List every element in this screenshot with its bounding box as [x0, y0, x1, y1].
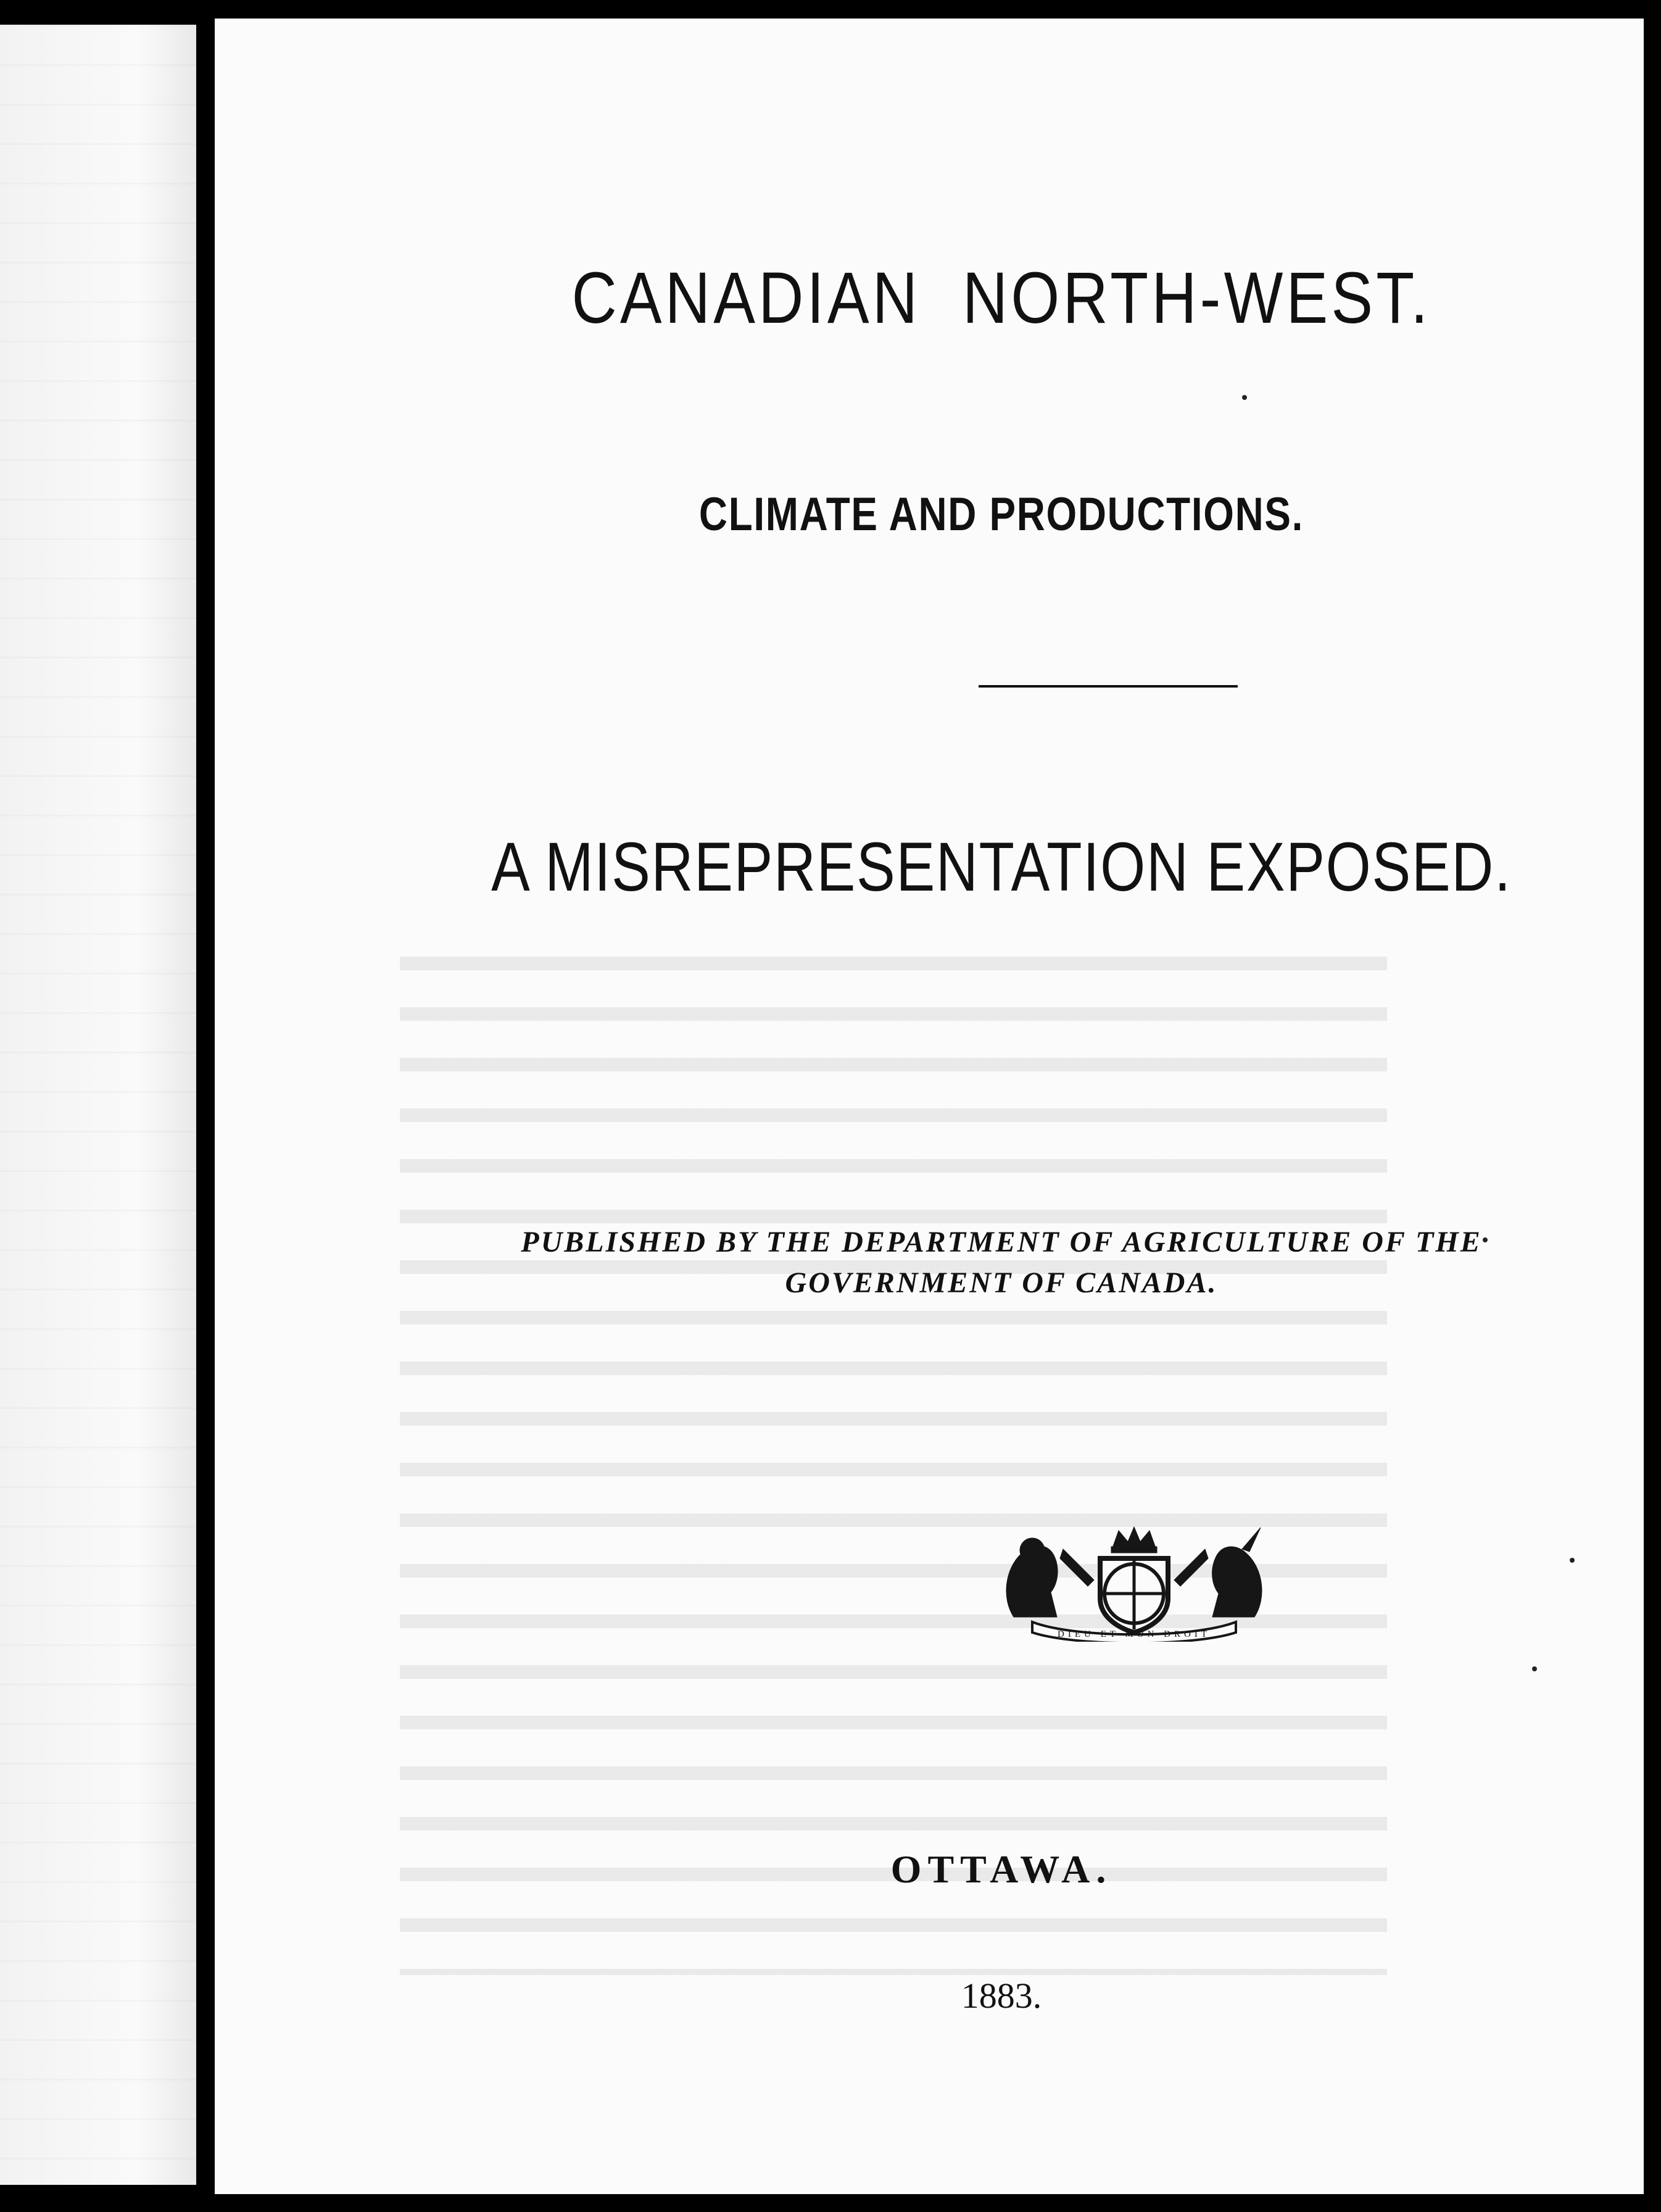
publisher-statement [400, 1222, 1603, 1304]
left-page-bleed-through [0, 25, 196, 2185]
title-divider-rule [979, 685, 1238, 688]
title-page [215, 19, 1644, 2194]
publication-city: OTTAWA. [890, 1847, 1112, 1891]
publication-year: 1883. [961, 1976, 1042, 2016]
document-subtitle: CLIMATE AND PRODUCTIONS. [698, 488, 1304, 541]
book-gutter [196, 19, 215, 2191]
crest-motto: DIEU ET MON DROIT [1058, 1629, 1211, 1639]
royal-coat-of-arms-icon [989, 1524, 1279, 1642]
bleed-through-lines [400, 957, 1387, 1975]
document-heading: A MISREPRESENTATION EXPOSED. [491, 828, 1512, 905]
publisher-line-1: PUBLISHED BY THE DEPARTMENT OF AGRICULTURE OF THE [521, 1226, 1482, 1258]
document-title: CANADIAN NORTH-WEST. [571, 257, 1431, 339]
left-facing-page [0, 25, 196, 2185]
publisher-line-2: GOVERNMENT OF CANADA. [785, 1266, 1218, 1299]
